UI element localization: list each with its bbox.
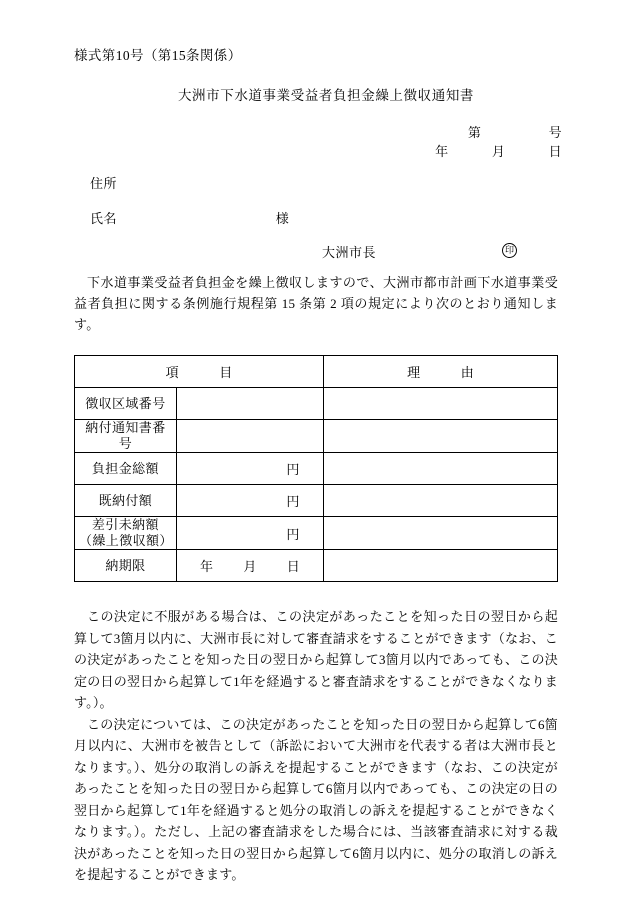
due-date-day-label: 日	[286, 559, 301, 574]
seal-stamp	[502, 243, 517, 258]
issuer-row: 大洲市長	[322, 245, 377, 260]
number-suffix: 号	[548, 125, 562, 140]
table-row	[75, 517, 558, 550]
row-label-collection-area-number: 徴収区域番号	[75, 388, 177, 420]
date-day-label: 日	[548, 144, 562, 159]
header-item: 項 目	[75, 356, 324, 388]
yen-unit: 円	[286, 526, 300, 542]
row-label-unpaid-balance-line2: （繰上徴収額）	[79, 533, 173, 548]
row-value-total-contribution[interactable]	[176, 453, 324, 485]
due-date-year-label: 年	[199, 559, 214, 574]
row-value-payment-notice-number[interactable]	[176, 420, 324, 453]
date-month-label: 月	[491, 144, 506, 159]
row-value-already-paid[interactable]	[176, 485, 324, 517]
name-label: 氏名	[90, 211, 118, 226]
date-line	[435, 141, 562, 160]
row-label-already-paid: 既納付額	[75, 485, 177, 517]
header-reason: 理 由	[324, 356, 558, 388]
row-value-unpaid-balance[interactable]	[176, 517, 324, 550]
row-label-unpaid-balance	[75, 517, 177, 550]
yen-unit: 円	[286, 462, 300, 477]
notification-table	[74, 355, 558, 582]
table-row	[75, 485, 558, 517]
table-row	[75, 420, 558, 453]
footer-paragraph-appeal: この決定に不服がある場合は、この決定があったことを知った日の翌日から起算して3箇月以内に、大洲市長に対して審査請求をすることができます（なお、この決定があったことを知った日の翌日から起算して3箇月以内であっても、この決定の日の翌日から起算して1年を経過すると審査請求をすることができなくなります。）。	[74, 609, 558, 710]
row-value-collection-area-number[interactable]	[176, 388, 324, 420]
row-reason-collection-area-number[interactable]	[324, 388, 558, 420]
date-year-label: 年	[435, 144, 449, 159]
footer-notes	[74, 606, 558, 886]
table-row	[75, 388, 558, 420]
table-header-row	[75, 356, 558, 388]
name-honorific: 様	[275, 211, 290, 226]
document-title: 大洲市下水道事業受益者負担金繰上徴収通知書	[177, 88, 475, 103]
lead-paragraph: 下水道事業受益者負担金を繰上徴収しますので、大洲市都市計画下水道事業受益者負担に関する条例施行規程第 15 条第 2 項の規定により次のとおり通知します。	[74, 275, 559, 332]
due-date-fields	[181, 556, 320, 575]
row-label-unpaid-balance-line1: 差引未納額	[91, 517, 159, 532]
row-reason-unpaid-balance[interactable]	[324, 517, 558, 550]
address-label: 住所	[90, 176, 118, 191]
due-date-month-label: 月	[243, 559, 257, 574]
address-row	[90, 173, 117, 192]
seal-mark-icon: 印	[502, 243, 517, 258]
number-prefix: 第	[467, 125, 482, 140]
row-value-due-date[interactable]	[176, 550, 324, 582]
row-label-payment-notice-number: 納付通知書番号	[75, 420, 177, 453]
table-row	[75, 550, 558, 582]
table-row	[75, 453, 558, 485]
number-line	[468, 122, 562, 141]
row-reason-already-paid[interactable]	[324, 485, 558, 517]
row-reason-due-date[interactable]	[324, 550, 558, 582]
yen-unit: 円	[286, 494, 300, 509]
row-reason-total-contribution[interactable]	[324, 453, 558, 485]
form-number: 様式第10号（第15条関係）	[74, 48, 242, 63]
name-row	[90, 208, 289, 227]
row-reason-payment-notice-number[interactable]	[324, 420, 558, 453]
footer-paragraph-lawsuit: この決定については、この決定があったことを知った日の翌日から起算して6箇月以内に、大洲市を被告として（訴訟において大洲市を代表する者は大洲市長となります。）、処分の取消しの訴えを提起することができます（なお、この決定があったことを知った日の翌日から起算して6箇月以内であっても、この決定の日の翌日から起算して1年を経過すると処分の取消しの訴えを提起することができなくなります。）。ただし、上記の審査請求をした場合には、当該審査請求に対する裁決があったことを知った日の翌日から起算して6箇月以内に、処分の取消しの訴えを提起することができます。	[74, 716, 558, 882]
row-label-total-contribution: 負担金総額	[75, 453, 177, 485]
row-label-due-date: 納期限	[75, 550, 177, 582]
